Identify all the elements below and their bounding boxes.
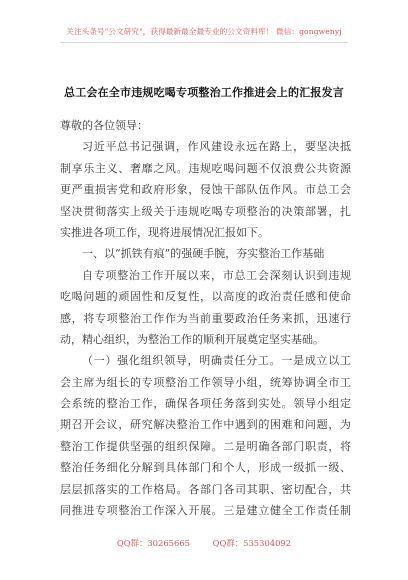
paragraph-line: 会系统的整治工作，确保各项任务落到实处。领导小组定 [60, 397, 351, 411]
footer-qq-group-2: QQ群：535304092 [212, 538, 292, 548]
paragraph-line: 坚决贯彻落实上级关于违规吃喝专项整治的决策部署，扎 [60, 204, 351, 218]
paragraph-line: 自专项整治工作开展以来，市总工会深刻认识到违规 [82, 268, 351, 282]
paragraph-line: 动，精心组织，为整治工作的顺利开展奠定坚实基础。 [60, 332, 324, 346]
paragraph-line: 层层抓落实的工作格局。各部门各司其职、密切配合，共 [60, 482, 351, 496]
footer-qq-group-1: QQ群：30265665 [116, 538, 190, 548]
paragraph-line: 会主席为组长的专项整治工作领导小组，统筹协调全市工 [60, 375, 351, 389]
paragraph-line: 更严重损害党和政府形象，侵蚀干部队伍作风。市总工会 [60, 183, 351, 197]
paragraph-line: 整治工作提供坚强的组织保障。二是明确各部门职责，将 [60, 439, 351, 453]
salutation-line: 尊敬的各位领导： [60, 119, 148, 132]
header-notice: 关注头条号"公文研究"，获得最新最全最专业的公文资料库！ 微信：gongwenyj [66, 27, 342, 36]
footer-contacts [0, 537, 408, 549]
document-title: 总工会在全市违规吃喝专项整治工作推进会上的汇报发言 [64, 86, 344, 99]
paragraph-line: 制享乐主义、奢靡之风。违规吃喝问题不仅浪费公共资源 [60, 161, 351, 175]
paragraph-line: 习近平总书记强调，作风建设永远在路上，要坚决抵 [82, 140, 351, 154]
section-heading: 一、以“抓铁有痕”的强硬手腕，夯实整治工作基础 [82, 247, 325, 261]
paragraph-line: 同推进专项整治工作深入开展。三是建立健全工作责任制 [60, 504, 351, 518]
document-body [60, 115, 351, 521]
paragraph-line: 实推进各项工作，现将进展情况汇报如下。 [60, 225, 269, 239]
paragraph-line: 感，将专项整治工作作为当前重要政治任务来抓，迅速行 [60, 311, 351, 325]
paragraph-line: 整治任务细化分解到具体部门和个人，形成一级抓一级、 [60, 461, 351, 475]
paragraph-line: 吃喝问题的顽固性和反复性，以高度的政治责任感和使命 [60, 290, 351, 304]
header-divider [60, 42, 348, 43]
paragraph-line: （一）强化组织领导，明确责任分工。一是成立以工 [82, 354, 351, 368]
paragraph-line: 期召开会议，研究解决整治工作中遇到的困难和问题，为 [60, 418, 351, 432]
